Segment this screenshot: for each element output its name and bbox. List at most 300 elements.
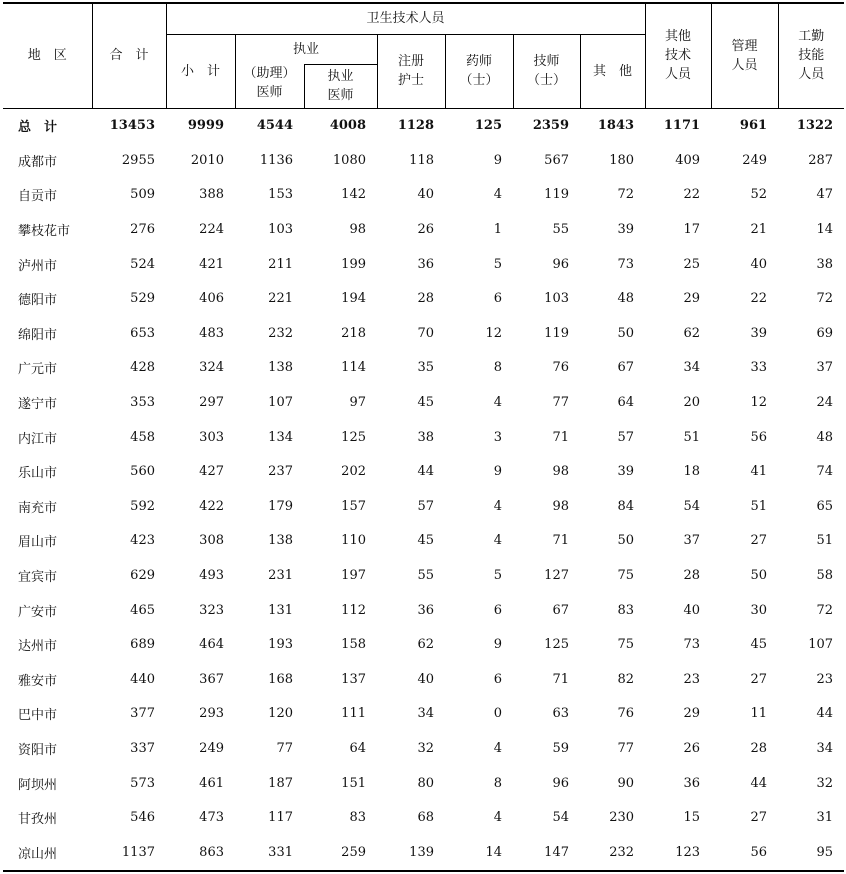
cell-value: 119: [544, 187, 569, 203]
header-pharmacist: [445, 34, 513, 108]
cell-value: 29: [683, 291, 701, 307]
header-practicing-assistant-line2: （助理）: [243, 66, 296, 81]
cell-value: 9999: [187, 118, 224, 134]
cell-value: 4: [493, 740, 502, 756]
cell-value: 28: [683, 568, 701, 584]
region-name: 绵阳市: [18, 327, 58, 343]
cell-value: 237: [268, 464, 293, 480]
cell-value: 67: [552, 602, 569, 618]
cell-value: 33: [750, 360, 768, 376]
cell-value: 76: [617, 706, 635, 722]
cell-value: 84: [617, 498, 635, 514]
cell-value: 464: [199, 637, 224, 653]
cell-value: 32: [417, 740, 434, 756]
cell-value: 29: [683, 706, 701, 722]
cell-value: 30: [750, 602, 768, 618]
cell-value: 428: [130, 360, 155, 376]
cell-value: 560: [130, 464, 155, 480]
table-row: [3, 731, 844, 766]
region-name: 宜宾市: [18, 570, 58, 586]
region-name: 凉山州: [3, 835, 92, 871]
table-row: [3, 593, 844, 628]
header-technician: [513, 34, 580, 108]
cell-value: 97: [349, 395, 366, 411]
header-other-tech-line1: 其他: [665, 29, 692, 45]
table-row: [3, 835, 844, 871]
cell-value: 458: [130, 429, 155, 445]
cell-value: 50: [617, 533, 635, 549]
cell-value: 4: [493, 810, 502, 826]
cell-value: 4544: [256, 118, 293, 134]
region-name: 阿坝州: [18, 777, 58, 793]
cell-value: 529: [130, 291, 155, 307]
cell-value: 187: [268, 775, 293, 791]
table-row-total: [3, 108, 844, 143]
cell-value: 75: [617, 637, 635, 653]
cell-value: 573: [130, 775, 155, 791]
cell-value: 48: [617, 291, 635, 307]
cell-value: 75: [617, 568, 635, 584]
header-other-tech-line3: 人员: [665, 67, 692, 83]
cell-value: 63: [552, 706, 569, 722]
cell-value: 249: [199, 740, 224, 756]
cell-value: 147: [513, 835, 580, 871]
header-other: 其 他: [580, 34, 645, 108]
cell-value: 337: [130, 740, 155, 756]
cell-value: 36: [417, 256, 434, 272]
cell-value: 138: [268, 533, 293, 549]
cell-value: 69: [816, 325, 834, 341]
cell-value: 45: [417, 533, 434, 549]
cell-value: 38: [417, 429, 434, 445]
cell-value: 151: [341, 775, 366, 791]
cell-value: 546: [130, 810, 155, 826]
header-region: 地 区: [3, 3, 92, 108]
region-name: 广元市: [18, 362, 58, 378]
region-name: 成都市: [18, 154, 58, 170]
cell-value: 230: [609, 810, 635, 826]
cell-value: 56: [750, 429, 768, 445]
cell-value: 139: [377, 835, 445, 871]
cell-value: 0: [493, 706, 502, 722]
cell-value: 40: [750, 256, 768, 272]
cell-value: 73: [617, 256, 635, 272]
cell-value: 58: [816, 568, 834, 584]
cell-value: 509: [130, 187, 155, 203]
cell-value: 34: [683, 360, 701, 376]
cell-value: 45: [750, 637, 768, 653]
cell-value: 232: [268, 325, 293, 341]
header-admin-line1: 管理: [731, 38, 758, 54]
cell-value: 55: [552, 222, 569, 238]
cell-value: 44: [417, 464, 434, 480]
cell-value: 51: [816, 533, 834, 549]
cell-value: 39: [750, 325, 768, 341]
cell-value: 493: [199, 568, 224, 584]
region-name: 德阳市: [18, 293, 58, 309]
cell-value: 3: [493, 429, 502, 445]
cell-value: 629: [130, 568, 155, 584]
cell-value: 961: [739, 118, 768, 134]
cell-value: 71: [552, 533, 569, 549]
region-name: 眉山市: [18, 535, 58, 551]
cell-value: 1171: [663, 118, 701, 134]
cell-value: 52: [750, 187, 768, 203]
cell-value: 119: [544, 325, 569, 341]
cell-value: 134: [268, 429, 293, 445]
table-row: [3, 558, 844, 593]
cell-value: 55: [417, 568, 434, 584]
cell-value: 406: [199, 291, 224, 307]
cell-value: 25: [683, 256, 701, 272]
cell-value: 71: [552, 671, 569, 687]
header-subtotal: 小 计: [166, 34, 235, 108]
cell-value: 8: [493, 360, 502, 376]
header-total: 合 计: [92, 3, 166, 108]
header-pharmacist-line2: （士）: [459, 73, 499, 88]
cell-value: 8: [493, 775, 502, 791]
header-technician-line2: （士）: [526, 73, 566, 88]
cell-value: 26: [683, 740, 701, 756]
cell-value: 57: [617, 429, 635, 445]
cell-value: 653: [130, 325, 155, 341]
cell-value: 259: [304, 835, 377, 871]
cell-value: 74: [816, 464, 834, 480]
cell-value: 98: [349, 222, 366, 238]
cell-value: 65: [816, 498, 834, 514]
cell-value: 331: [235, 835, 304, 871]
region-name: 雅安市: [18, 673, 58, 689]
cell-value: 13453: [109, 118, 155, 134]
cell-value: 2010: [190, 152, 224, 168]
cell-value: 118: [409, 152, 434, 168]
table-header: [3, 3, 844, 108]
cell-value: 421: [199, 256, 224, 272]
table-row: [3, 385, 844, 420]
cell-value: 68: [417, 810, 434, 826]
cell-value: 27: [750, 810, 768, 826]
cell-value: 6: [493, 671, 502, 687]
cell-value: 112: [341, 602, 366, 618]
cell-value: 27: [750, 533, 768, 549]
cell-value: 107: [268, 395, 293, 411]
region-name: 广安市: [18, 604, 58, 620]
cell-value: 34: [417, 706, 434, 722]
header-practicing-assistant-line3: 医师: [256, 85, 283, 100]
header-practicing-line2: 医师: [327, 88, 354, 103]
cell-value: 72: [816, 291, 834, 307]
cell-value: 28: [417, 291, 434, 307]
table-row: [3, 454, 844, 489]
cell-value: 689: [130, 637, 155, 653]
region-name: 资阳市: [18, 742, 58, 758]
cell-value: 127: [544, 568, 569, 584]
cell-value: 50: [617, 325, 635, 341]
table-row: [3, 351, 844, 386]
cell-value: 592: [130, 498, 155, 514]
cell-value: 27: [750, 671, 768, 687]
header-nurse: [377, 34, 445, 108]
cell-value: 64: [349, 740, 366, 756]
cell-value: 4: [493, 533, 502, 549]
table-row: [3, 212, 844, 247]
cell-value: 153: [268, 187, 293, 203]
cell-value: 423: [130, 533, 155, 549]
cell-value: 54: [552, 810, 569, 826]
region-name: 遂宁市: [18, 397, 58, 413]
region-name: 攀枝花市: [18, 224, 71, 240]
cell-value: 71: [552, 429, 569, 445]
header-worker: [778, 3, 844, 108]
cell-value: 308: [199, 533, 224, 549]
cell-value: 120: [268, 706, 293, 722]
cell-value: 353: [130, 395, 155, 411]
region-name: 总 计: [18, 120, 58, 136]
table-row: [3, 420, 844, 455]
cell-value: 32: [816, 775, 834, 791]
cell-value: 9: [493, 637, 502, 653]
cell-value: 131: [268, 602, 293, 618]
cell-value: 179: [268, 498, 293, 514]
table-row: [3, 800, 844, 835]
cell-value: 287: [808, 152, 834, 168]
cell-value: 36: [417, 602, 434, 618]
cell-value: 96: [552, 775, 569, 791]
cell-value: 157: [341, 498, 366, 514]
statistics-table: [3, 2, 844, 872]
cell-value: 23: [816, 671, 834, 687]
header-technician-line1: 技师: [533, 54, 560, 69]
cell-value: 62: [417, 637, 434, 653]
cell-value: 5: [493, 568, 502, 584]
cell-value: 77: [617, 740, 635, 756]
cell-value: 14: [445, 835, 513, 871]
cell-value: 56: [711, 835, 778, 871]
header-worker-line2: 技能: [798, 48, 825, 64]
cell-value: 323: [199, 602, 224, 618]
region-name: 南充市: [18, 500, 58, 516]
cell-value: 123: [645, 835, 711, 871]
cell-value: 211: [268, 256, 293, 272]
cell-value: 15: [683, 810, 701, 826]
cell-value: 64: [617, 395, 635, 411]
cell-value: 31: [816, 810, 834, 826]
cell-value: 80: [417, 775, 434, 791]
cell-value: 524: [130, 256, 155, 272]
header-health-tech: 卫生技术人员: [166, 3, 645, 34]
region-name: 内江市: [18, 431, 58, 447]
cell-value: 22: [683, 187, 701, 203]
cell-value: 138: [268, 360, 293, 376]
region-name: 泸州市: [18, 258, 58, 274]
cell-value: 293: [199, 706, 224, 722]
cell-value: 199: [341, 256, 366, 272]
cell-value: 4: [493, 395, 502, 411]
cell-value: 44: [816, 706, 834, 722]
table-row: [3, 766, 844, 801]
cell-value: 17: [683, 222, 701, 238]
header-pharmacist-line1: 药师: [465, 54, 492, 69]
cell-value: 567: [544, 152, 569, 168]
cell-value: 1080: [332, 152, 366, 168]
region-name: 巴中市: [18, 708, 58, 724]
cell-value: 9: [493, 152, 502, 168]
cell-value: 54: [683, 498, 701, 514]
cell-value: 1322: [796, 118, 834, 134]
cell-value: 6: [493, 291, 502, 307]
header-other-tech: [645, 3, 711, 108]
region-name: 乐山市: [18, 466, 58, 482]
cell-value: 40: [417, 187, 434, 203]
cell-value: 51: [683, 429, 701, 445]
cell-value: 12: [750, 395, 768, 411]
header-nurse-line1: 注册: [397, 54, 424, 69]
cell-value: 427: [199, 464, 224, 480]
cell-value: 158: [341, 637, 366, 653]
cell-value: 35: [417, 360, 434, 376]
cell-value: 218: [341, 325, 366, 341]
cell-value: 9: [493, 464, 502, 480]
header-practicing-assistant-line1: 执业: [292, 41, 319, 57]
cell-value: 303: [199, 429, 224, 445]
table-row: [3, 662, 844, 697]
cell-value: 297: [199, 395, 224, 411]
cell-value: 98: [552, 464, 569, 480]
cell-value: 34: [816, 740, 834, 756]
cell-value: 98: [552, 498, 569, 514]
cell-value: 73: [683, 637, 701, 653]
cell-value: 1128: [397, 118, 434, 134]
cell-value: 377: [130, 706, 155, 722]
cell-value: 202: [341, 464, 366, 480]
cell-value: 137: [341, 671, 366, 687]
cell-value: 77: [552, 395, 569, 411]
table-row: [3, 316, 844, 351]
cell-value: 14: [816, 222, 834, 238]
cell-value: 224: [199, 222, 224, 238]
cell-value: 72: [617, 187, 635, 203]
cell-value: 1136: [259, 152, 293, 168]
header-other-tech-line2: 技术: [665, 48, 692, 64]
cell-value: 11: [750, 706, 768, 722]
cell-value: 465: [130, 602, 155, 618]
cell-value: 103: [268, 222, 293, 238]
cell-value: 37: [816, 360, 834, 376]
cell-value: 221: [268, 291, 293, 307]
cell-value: 38: [816, 256, 834, 272]
cell-value: 461: [199, 775, 224, 791]
cell-value: 23: [683, 671, 701, 687]
header-admin: [711, 3, 778, 108]
cell-value: 193: [268, 637, 293, 653]
cell-value: 39: [617, 464, 635, 480]
header-practicing-line1: 执业: [327, 69, 354, 84]
cell-value: 114: [341, 360, 366, 376]
cell-value: 36: [683, 775, 701, 791]
cell-value: 422: [199, 498, 224, 514]
cell-value: 77: [276, 740, 293, 756]
header-admin-line2: 人员: [731, 57, 758, 73]
cell-value: 21: [750, 222, 768, 238]
cell-value: 249: [742, 152, 768, 168]
cell-value: 90: [617, 775, 635, 791]
cell-value: 2955: [121, 152, 155, 168]
cell-value: 103: [544, 291, 569, 307]
cell-value: 37: [683, 533, 701, 549]
table-row: [3, 178, 844, 213]
cell-value: 47: [816, 187, 834, 203]
region-name: 达州市: [18, 639, 58, 655]
cell-value: 168: [268, 671, 293, 687]
cell-value: 1: [493, 222, 502, 238]
cell-value: 1137: [92, 835, 166, 871]
cell-value: 125: [341, 429, 366, 445]
cell-value: 18: [683, 464, 701, 480]
cell-value: 24: [816, 395, 834, 411]
cell-value: 76: [552, 360, 569, 376]
table-row: [3, 697, 844, 732]
cell-value: 1843: [597, 118, 635, 134]
cell-value: 117: [268, 810, 293, 826]
cell-value: 83: [349, 810, 366, 826]
header-worker-line3: 人员: [798, 67, 825, 83]
cell-value: 72: [816, 602, 834, 618]
cell-value: 67: [617, 360, 635, 376]
cell-value: 125: [544, 637, 569, 653]
cell-value: 40: [683, 602, 701, 618]
cell-value: 231: [268, 568, 293, 584]
cell-value: 70: [417, 325, 434, 341]
cell-value: 20: [683, 395, 701, 411]
cell-value: 440: [130, 671, 155, 687]
header-worker-line1: 工勤: [798, 29, 825, 45]
table-row: [3, 524, 844, 559]
cell-value: 4: [493, 498, 502, 514]
region-name: 自贡市: [18, 189, 58, 205]
cell-value: 39: [617, 222, 635, 238]
cell-value: 41: [750, 464, 768, 480]
cell-value: 12: [485, 325, 502, 341]
region-name: 甘孜州: [18, 812, 58, 828]
header-practicing-assistant: [235, 34, 377, 64]
cell-value: 180: [609, 152, 635, 168]
cell-value: 388: [199, 187, 224, 203]
cell-value: 59: [552, 740, 569, 756]
table-row: [3, 281, 844, 316]
cell-value: 48: [816, 429, 834, 445]
cell-value: 194: [341, 291, 366, 307]
header-practicing: [304, 64, 377, 108]
table-row: [3, 143, 844, 178]
cell-value: 197: [341, 568, 366, 584]
cell-value: 142: [341, 187, 366, 203]
cell-value: 232: [580, 835, 645, 871]
cell-value: 96: [552, 256, 569, 272]
cell-value: 473: [199, 810, 224, 826]
cell-value: 57: [417, 498, 434, 514]
cell-value: 110: [341, 533, 366, 549]
cell-value: 5: [493, 256, 502, 272]
cell-value: 111: [341, 706, 366, 722]
cell-value: 83: [617, 602, 635, 618]
cell-value: 26: [417, 222, 434, 238]
cell-value: 45: [417, 395, 434, 411]
table-row: [3, 489, 844, 524]
cell-value: 40: [417, 671, 434, 687]
cell-value: 28: [750, 740, 768, 756]
table-body: [3, 108, 844, 871]
cell-value: 409: [675, 152, 701, 168]
